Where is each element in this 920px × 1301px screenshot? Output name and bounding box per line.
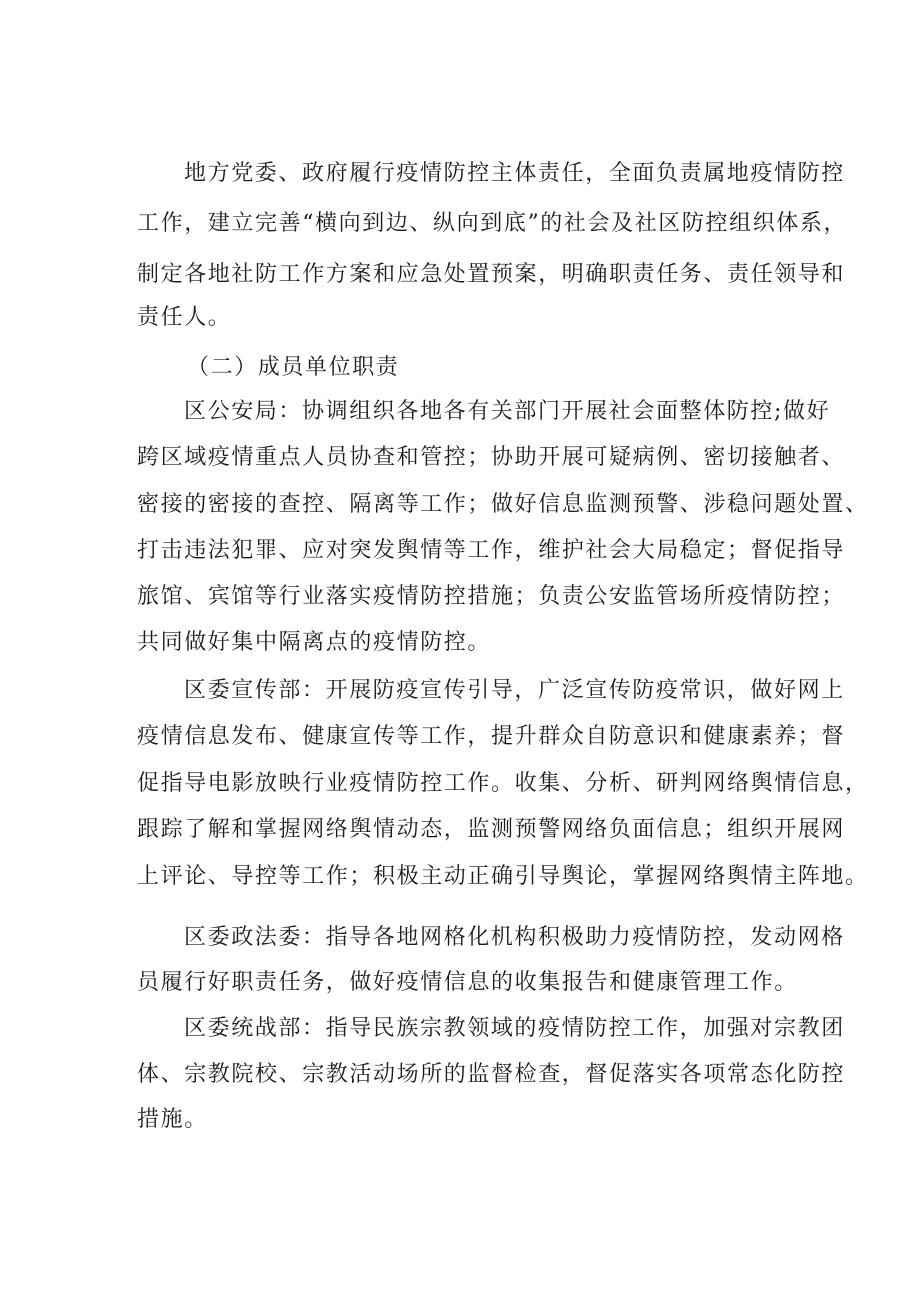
paragraph-3-line-3: 促指导电影放映行业疫情防控工作。收集、分析、研判网络舆情信息，: [137, 771, 869, 796]
paragraph-5-line-1: 区委统战部：指导民族宗教领域的疫情防控工作，加强对宗教团: [184, 1016, 845, 1041]
paragraph-3-line-1: 区委宣传部：开展防疫宣传引导，广泛宣传防疫常识，做好网上: [184, 678, 845, 703]
paragraph-2-line-1: 区公安局：协调组织各地各有关部门开展社会面整体防控;做好: [184, 399, 831, 424]
paragraph-3-line-2: 疫情信息发布、健康宣传等工作，提升群众自防意识和健康素养；督: [137, 724, 846, 749]
paragraph-2-line-4: 打击违法犯罪、应对突发舆情等工作，维护社会大局稳定；督促指导: [137, 538, 846, 563]
paragraph-3-line-5: 上评论、导控等工作；积极主动正确引导舆论，掌握网络舆情主阵地。: [137, 864, 869, 889]
paragraph-1-line-1: 地方党委、政府履行疫情防控主体责任，全面负责属地疫情防控: [184, 161, 845, 186]
paragraph-4-line-2: 员履行好职责任务，做好疫情信息的收集报告和健康管理工作。: [137, 970, 798, 995]
paragraph-2-line-3: 密接的密接的查控、隔离等工作；做好信息监测预警、涉稳问题处置、: [137, 492, 869, 517]
paragraph-3-line-4: 跟踪了解和掌握网络舆情动态，监测预警网络负面信息；组织开展网: [137, 817, 846, 842]
section-heading: （二）成员单位职责: [187, 355, 400, 380]
paragraph-1-line-2: 工作，建立完善“横向到边、纵向到底”的社会及社区防控组织体系，: [137, 211, 848, 236]
paragraph-5-line-2: 体、宗教院校、宗教活动场所的监督检查，督促落实各项常态化防控: [137, 1062, 846, 1087]
paragraph-2-line-5: 旅馆、宾馆等行业落实疫情防控措施；负责公安监管场所疫情防控；: [137, 584, 846, 609]
paragraph-1-line-3: 制定各地社防工作方案和应急处置预案，明确职责任务、责任领导和: [137, 262, 846, 287]
paragraph-1-line-4: 责任人。: [137, 305, 232, 330]
paragraph-2-line-6: 共同做好集中隔离点的疫情防控。: [137, 630, 492, 655]
paragraph-5-line-3: 措施。: [137, 1107, 208, 1132]
paragraph-4-line-1: 区委政法委：指导各地网格化机构积极助力疫情防控，发动网格: [184, 925, 845, 950]
paragraph-2-line-2: 跨区域疫情重点人员协查和管控；协助开展可疑病例、密切接触者、: [137, 445, 846, 470]
